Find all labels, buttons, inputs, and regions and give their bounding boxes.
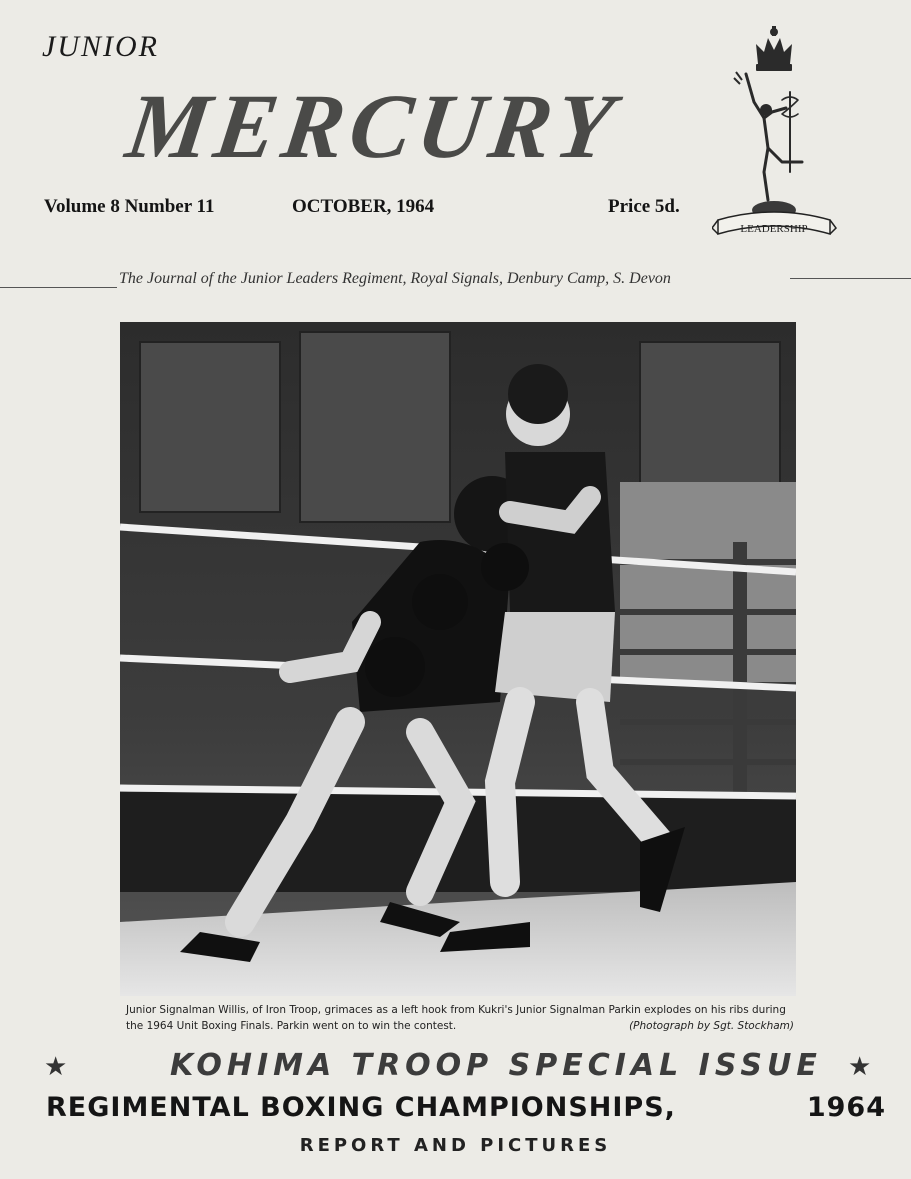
star-left-icon: ★	[44, 1052, 68, 1082]
special-issue-banner: KOHIMA TROOP SPECIAL ISSUE	[170, 1048, 822, 1083]
subtitle-rule-left	[0, 287, 117, 288]
issue-date: OCTOBER, 1964	[292, 196, 435, 217]
headline-text: REGIMENTAL BOXING CHAMPIONSHIPS,	[46, 1092, 676, 1123]
issue-price: Price 5d.	[608, 196, 680, 217]
issue-volume: Volume 8 Number 11	[44, 196, 215, 217]
boxing-match-photo	[120, 322, 796, 996]
photo-credit: (Photograph by Sgt. Stockham)	[629, 1020, 794, 1032]
cover-headline	[46, 1092, 886, 1123]
cover-subhead: REPORT AND PICTURES	[299, 1135, 612, 1156]
headline-year: 1964	[806, 1092, 886, 1123]
star-right-icon: ★	[848, 1052, 872, 1082]
masthead-title: MERCURY	[120, 75, 626, 177]
subtitle-rule-right	[790, 278, 911, 279]
journal-subtitle: The Journal of the Junior Leaders Regiment, Royal Signals, Denbury Camp, S. Devon	[119, 270, 671, 287]
photo-caption	[126, 1002, 794, 1034]
badge-motto: LEADERSHIP	[740, 223, 808, 235]
royal-signals-mercury-emblem-icon	[712, 22, 837, 247]
caption-text: Junior Signalman Willis, of Iron Troop, grimaces as a left hook from Kukri's Junior Signalman Parkin explodes on his ribs during the 1964 Unit Boxing Finals. Parkin went on to win the contest.	[126, 1004, 786, 1032]
masthead-kicker: JUNIOR	[42, 30, 159, 63]
